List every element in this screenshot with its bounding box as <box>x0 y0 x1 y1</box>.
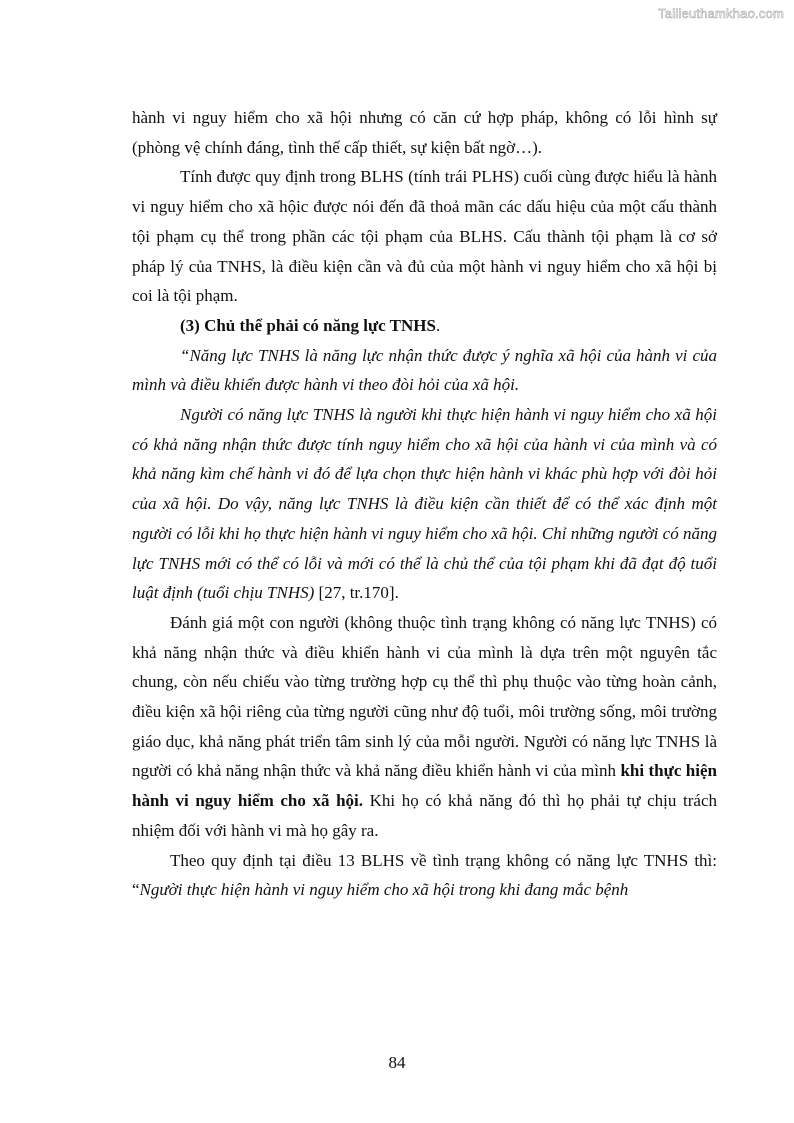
citation-period: . <box>394 583 399 603</box>
paragraph-assessment <box>132 608 717 846</box>
paragraph-continuation: hành vi nguy hiểm cho xã hội nhưng có căn cứ hợp pháp, không có lỗi hình sự (phòng vệ chính đáng, tình thế cấp thiết, sự kiện bất ngờ…). <box>132 108 717 157</box>
paragraph-article-13 <box>132 846 717 905</box>
watermark-text: Tailieuthamkhao.com <box>658 6 784 21</box>
citation: [27, tr.170] <box>314 583 395 603</box>
paragraph-assessment-end: Khi họ có khả năng đó thì họ phải tự chịu trách nhiệm đối với hành vi mà họ gây ra. <box>132 791 717 840</box>
section-heading-3-text: (3) Chủ thể phải có năng lực TNHS <box>180 315 436 335</box>
paragraph-article-13-quote: Người thực hiện hành vi nguy hiểm cho xã hội trong khi đang mắc bệnh <box>139 880 629 900</box>
page-body <box>132 103 717 905</box>
paragraph-assessment-bold: khi thực hiện hành vi nguy hiểm cho xã hội. <box>132 761 717 811</box>
page-number: 84 <box>388 1053 406 1072</box>
section-heading-3 <box>132 311 717 341</box>
quote-definition: “Năng lực TNHS là năng lực nhận thức được ý nghĩa xã hội của hành vi của mình và điều khiển được hành vi theo đòi hỏi của xã hội. <box>132 345 717 395</box>
quote-capacity-text: Người có năng lực TNHS là người khi thực hiện hành vi nguy hiểm cho xã hội có khả năng nhận thức được tính nguy hiểm cho xã hội của hành vi của mình và có khả năng kìm chế hành vi đó để lựa chọn thực hiện hành vi khác phù hợp với đòi hỏi của xã hội. Do vậy, năng lực TNHS là điều kiện cần thiết để có thể xác định một người có lỗi khi họ thực hiện hành vi nguy hiểm cho xã hội. Chỉ những người có năng lực TNHS mới có thể có lỗi và mới có thể là chủ thể của tội phạm khi đã đạt độ tuổi luật định (tuổi chịu TNHS) <box>132 405 717 603</box>
paragraph-article-13-start: Theo quy định tại điều 13 BLHS về tình trạng không có năng lực TNHS thì: “ <box>132 850 717 900</box>
paragraph-assessment-start: Đánh giá một con người (không thuộc tình trạng không có năng lực TNHS) có khả năng nhận thức và điều khiển hành vi của mình là dựa trên một nguyên tắc chung, còn nếu chiếu vào từng trường hợp cụ thể thì phụ thuộc vào từng hoàn cảnh, điều kiện xã hội riêng của từng người cũng như độ tuổi, môi trường sống, môi trường giáo dục, khả năng phát triển tâm sinh lý của mỗi người. Người có năng lực TNHS là người có khả năng nhận thức và khả năng điều khiển hành vi của mình <box>132 612 717 781</box>
paragraph-illegality: Tính được quy định trong BLHS (tính trái PLHS) cuối cùng được hiểu là hành vi nguy hiểm cho xã hộic được nói đến đã thoả mãn các dấu hiệu của một cấu thành tội phạm cụ thể trong phần các tội phạm của BLHS. Cấu thành tội phạm là cơ sở pháp lý của TNHS, là điều kiện cần và đủ của một hành vi nguy hiểm cho xã hội bị coi là tội phạm. <box>132 167 717 306</box>
section-heading-3-period: . <box>435 315 441 335</box>
quote-capacity <box>132 400 717 608</box>
